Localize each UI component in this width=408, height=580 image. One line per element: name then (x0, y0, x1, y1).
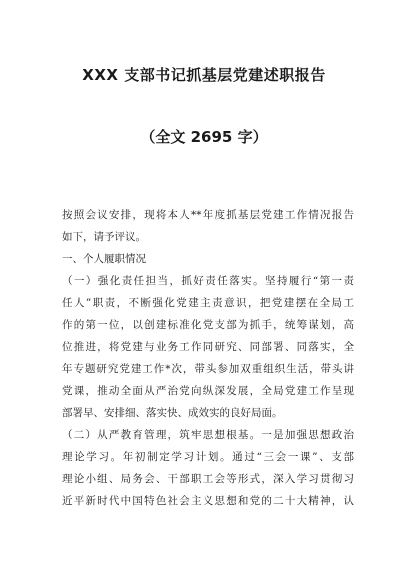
body-line: 位推进，将党建与业务工作同研究、同部署、同落实，全 (62, 341, 354, 353)
document-body (62, 204, 354, 512)
body-line: 党课，推动全面从严治党向纵深发展，全局党建工作呈现 (62, 385, 354, 397)
body-line: 任人”职责，不断强化党建主责意识，把党建摆在全局工 (62, 297, 354, 309)
body-line: 理论学习。年初制定学习计划。通过“三会一课”、支部 (62, 451, 354, 463)
body-line: 年专题研究党建工作*次，带头参加双重组织生活，带头讲 (62, 363, 354, 375)
body-line: 理论小组、局务会、干部职工会等形式，深入学习贯彻习 (62, 473, 354, 485)
body-line: 作的第一位，以创建标准化党支部为抓手，统筹谋划，高 (62, 319, 354, 331)
body-line: 近平新时代中国特色社会主义思想和党的二十大精神，认 (62, 495, 354, 507)
section-heading: 一、个人履职情况 (62, 253, 146, 265)
document-subtitle: （全文 2695 字） (140, 128, 268, 146)
body-line: （一）强化责任担当，抓好责任落实。坚持履行“第一责 (62, 275, 354, 287)
body-line: 部署早、安排细、落实快、成效实的良好局面。 (62, 407, 283, 419)
body-line: （二）从严教育管理，筑牢思想根基。一是加强思想政治 (62, 429, 354, 441)
body-line: 如下，请予评议。 (62, 231, 146, 243)
body-line: 按照会议安排，现将本人**年度抓基层党建工作情况报告 (62, 209, 354, 221)
document-title: XXX 支部书记抓基层党建述职报告 (82, 66, 326, 84)
